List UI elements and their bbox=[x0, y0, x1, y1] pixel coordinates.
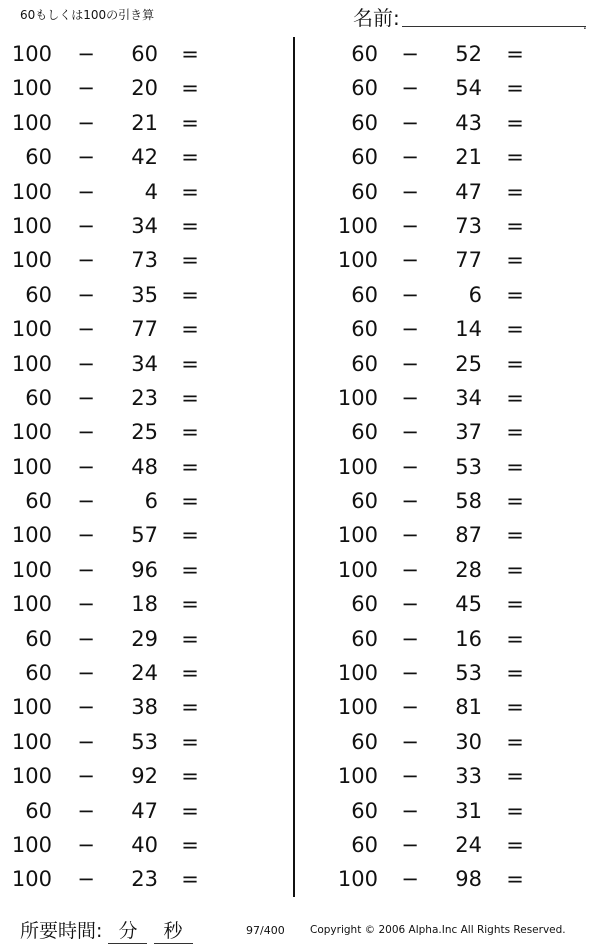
subtrahend: 54 bbox=[455, 76, 482, 101]
subtrahend: 23 bbox=[131, 867, 158, 892]
equals-sign: = bbox=[506, 248, 524, 273]
minuend: 100 bbox=[11, 213, 52, 238]
answer-blank[interactable] bbox=[533, 592, 583, 616]
minuend: 100 bbox=[337, 213, 378, 238]
minuend: 100 bbox=[11, 420, 52, 445]
answer-blank[interactable] bbox=[533, 661, 583, 685]
minus-sign: − bbox=[401, 145, 419, 170]
equals-sign: = bbox=[506, 764, 524, 789]
minuend: 60 bbox=[351, 110, 378, 135]
minuend: 60 bbox=[351, 832, 378, 857]
answer-blank[interactable] bbox=[208, 180, 258, 204]
answer-blank[interactable] bbox=[533, 111, 583, 135]
equals-sign: = bbox=[506, 213, 524, 238]
equals-sign: = bbox=[181, 351, 199, 376]
minus-sign: − bbox=[77, 523, 95, 548]
subtrahend: 24 bbox=[131, 661, 158, 686]
minuend: 60 bbox=[25, 282, 52, 307]
minuend: 60 bbox=[25, 661, 52, 686]
subtrahend: 34 bbox=[131, 213, 158, 238]
minus-sign: − bbox=[77, 798, 95, 823]
column-divider bbox=[293, 37, 295, 897]
subtrahend: 58 bbox=[455, 489, 482, 514]
subtrahend: 53 bbox=[455, 454, 482, 479]
equals-sign: = bbox=[506, 729, 524, 754]
answer-blank[interactable] bbox=[208, 799, 258, 823]
subtrahend: 87 bbox=[455, 523, 482, 548]
minuend: 60 bbox=[351, 489, 378, 514]
equals-sign: = bbox=[181, 626, 199, 651]
equals-sign: = bbox=[181, 832, 199, 857]
subtrahend: 28 bbox=[455, 557, 482, 582]
answer-blank[interactable] bbox=[208, 695, 258, 719]
minus-sign: − bbox=[77, 454, 95, 479]
equals-sign: = bbox=[506, 317, 524, 342]
subtrahend: 53 bbox=[131, 729, 158, 754]
minus-sign: − bbox=[77, 420, 95, 445]
minus-sign: − bbox=[401, 832, 419, 857]
answer-blank[interactable] bbox=[533, 283, 583, 307]
answer-blank[interactable] bbox=[533, 248, 583, 272]
minuend: 60 bbox=[351, 420, 378, 445]
answer-blank[interactable] bbox=[533, 42, 583, 66]
equals-sign: = bbox=[506, 145, 524, 170]
minuend: 60 bbox=[351, 592, 378, 617]
equals-sign: = bbox=[181, 420, 199, 445]
minus-sign: − bbox=[401, 592, 419, 617]
minus-sign: − bbox=[77, 867, 95, 892]
minus-sign: − bbox=[401, 317, 419, 342]
equals-sign: = bbox=[506, 626, 524, 651]
minuend: 100 bbox=[337, 764, 378, 789]
minus-sign: − bbox=[77, 76, 95, 101]
minuend: 100 bbox=[11, 729, 52, 754]
answer-blank[interactable] bbox=[533, 420, 583, 444]
answer-blank[interactable] bbox=[208, 730, 258, 754]
minus-sign: − bbox=[401, 282, 419, 307]
minuend: 60 bbox=[351, 729, 378, 754]
minuend: 100 bbox=[337, 523, 378, 548]
minus-sign: − bbox=[77, 489, 95, 514]
minuend: 100 bbox=[11, 42, 52, 66]
minus-sign: − bbox=[401, 729, 419, 754]
page-number: 97/400 bbox=[246, 924, 285, 937]
minus-sign: − bbox=[77, 764, 95, 789]
equals-sign: = bbox=[506, 42, 524, 66]
answer-blank[interactable] bbox=[208, 111, 258, 135]
minuend: 100 bbox=[11, 592, 52, 617]
subtrahend: 6 bbox=[468, 282, 482, 307]
subtrahend: 52 bbox=[455, 42, 482, 66]
minus-sign: − bbox=[77, 729, 95, 754]
subtrahend: 57 bbox=[131, 523, 158, 548]
minus-sign: − bbox=[401, 764, 419, 789]
name-line-end-dot: . bbox=[583, 18, 587, 32]
equals-sign: = bbox=[181, 42, 199, 66]
minus-sign: − bbox=[77, 110, 95, 135]
minuend: 100 bbox=[11, 867, 52, 892]
subtrahend: 38 bbox=[131, 695, 158, 720]
minus-sign: − bbox=[77, 42, 95, 66]
minus-sign: − bbox=[77, 317, 95, 342]
answer-blank[interactable] bbox=[208, 764, 258, 788]
minuend: 100 bbox=[337, 385, 378, 410]
minus-sign: − bbox=[401, 661, 419, 686]
answer-blank[interactable] bbox=[208, 145, 258, 169]
seconds-label: 秒 bbox=[163, 920, 183, 942]
subtrahend: 18 bbox=[131, 592, 158, 617]
subtrahend: 77 bbox=[131, 317, 158, 342]
minuend: 60 bbox=[351, 145, 378, 170]
answer-blank[interactable] bbox=[208, 352, 258, 376]
answer-blank[interactable] bbox=[533, 799, 583, 823]
equals-sign: = bbox=[181, 76, 199, 101]
equals-sign: = bbox=[506, 179, 524, 204]
minus-sign: − bbox=[77, 557, 95, 582]
answer-blank[interactable] bbox=[208, 283, 258, 307]
equals-sign: = bbox=[181, 110, 199, 135]
minus-sign: − bbox=[77, 695, 95, 720]
answer-blank[interactable] bbox=[208, 214, 258, 238]
equals-sign: = bbox=[181, 798, 199, 823]
answer-blank[interactable] bbox=[533, 764, 583, 788]
minuend: 60 bbox=[25, 145, 52, 170]
equals-sign: = bbox=[506, 592, 524, 617]
minus-sign: − bbox=[77, 351, 95, 376]
equals-sign: = bbox=[181, 317, 199, 342]
answer-blank[interactable] bbox=[208, 523, 258, 547]
minus-sign: − bbox=[77, 145, 95, 170]
subtrahend: 4 bbox=[144, 179, 158, 204]
subtrahend: 60 bbox=[131, 42, 158, 66]
minuend: 60 bbox=[25, 489, 52, 514]
equals-sign: = bbox=[181, 454, 199, 479]
subtrahend: 96 bbox=[131, 557, 158, 582]
answer-blank[interactable] bbox=[208, 420, 258, 444]
minuend: 100 bbox=[11, 523, 52, 548]
equals-sign: = bbox=[506, 454, 524, 479]
minuend: 60 bbox=[351, 42, 378, 66]
minus-sign: − bbox=[77, 282, 95, 307]
minus-sign: − bbox=[401, 110, 419, 135]
minus-sign: − bbox=[401, 385, 419, 410]
subtrahend: 45 bbox=[455, 592, 482, 617]
minus-sign: − bbox=[401, 179, 419, 204]
minuend: 100 bbox=[337, 557, 378, 582]
subtrahend: 47 bbox=[455, 179, 482, 204]
equals-sign: = bbox=[181, 179, 199, 204]
minuend: 60 bbox=[351, 626, 378, 651]
equals-sign: = bbox=[181, 523, 199, 548]
subtrahend: 47 bbox=[131, 798, 158, 823]
answer-blank[interactable] bbox=[533, 523, 583, 547]
equals-sign: = bbox=[506, 695, 524, 720]
worksheet-title: 60もしくは100の引き算 bbox=[20, 8, 155, 22]
subtrahend: 42 bbox=[131, 145, 158, 170]
answer-blank[interactable] bbox=[208, 661, 258, 685]
answer-blank[interactable] bbox=[208, 592, 258, 616]
equals-sign: = bbox=[181, 729, 199, 754]
subtrahend: 43 bbox=[455, 110, 482, 135]
minus-sign: − bbox=[401, 557, 419, 582]
minus-sign: − bbox=[401, 867, 419, 892]
minuend: 60 bbox=[351, 76, 378, 101]
answer-blank[interactable] bbox=[533, 833, 583, 857]
minuend: 60 bbox=[351, 179, 378, 204]
minus-sign: − bbox=[77, 626, 95, 651]
equals-sign: = bbox=[181, 385, 199, 410]
equals-sign: = bbox=[181, 282, 199, 307]
equals-sign: = bbox=[181, 661, 199, 686]
minus-sign: − bbox=[401, 42, 419, 66]
subtrahend: 40 bbox=[131, 832, 158, 857]
answer-blank[interactable] bbox=[533, 489, 583, 513]
answer-blank[interactable] bbox=[533, 695, 583, 719]
answer-blank[interactable] bbox=[208, 867, 258, 891]
answer-blank[interactable] bbox=[208, 76, 258, 100]
equals-sign: = bbox=[506, 282, 524, 307]
time-taken bbox=[20, 916, 193, 944]
equals-sign: = bbox=[181, 592, 199, 617]
equals-sign: = bbox=[181, 489, 199, 514]
subtrahend: 35 bbox=[131, 282, 158, 307]
answer-blank[interactable] bbox=[208, 627, 258, 651]
minuend: 60 bbox=[25, 385, 52, 410]
answer-blank[interactable] bbox=[533, 76, 583, 100]
subtrahend: 73 bbox=[131, 248, 158, 273]
minutes-label: 分 bbox=[118, 920, 138, 942]
minuend: 100 bbox=[11, 76, 52, 101]
subtrahend: 14 bbox=[455, 317, 482, 342]
subtrahend: 21 bbox=[131, 110, 158, 135]
equals-sign: = bbox=[181, 248, 199, 273]
subtrahend: 34 bbox=[131, 351, 158, 376]
equals-sign: = bbox=[506, 76, 524, 101]
equals-sign: = bbox=[506, 351, 524, 376]
answer-blank[interactable] bbox=[208, 42, 258, 66]
subtrahend: 98 bbox=[455, 867, 482, 892]
subtrahend: 92 bbox=[131, 764, 158, 789]
minus-sign: − bbox=[401, 798, 419, 823]
name-label: 名前: bbox=[353, 6, 400, 30]
answer-blank[interactable] bbox=[208, 248, 258, 272]
minus-sign: − bbox=[401, 523, 419, 548]
answer-blank[interactable] bbox=[533, 627, 583, 651]
minus-sign: − bbox=[401, 248, 419, 273]
seconds-field[interactable] bbox=[154, 916, 193, 944]
minuend: 60 bbox=[25, 798, 52, 823]
subtrahend: 25 bbox=[131, 420, 158, 445]
minuend: 60 bbox=[351, 351, 378, 376]
equals-sign: = bbox=[181, 557, 199, 582]
equals-sign: = bbox=[506, 832, 524, 857]
minuend: 100 bbox=[11, 317, 52, 342]
subtrahend: 81 bbox=[455, 695, 482, 720]
equals-sign: = bbox=[181, 764, 199, 789]
minuend: 100 bbox=[11, 832, 52, 857]
minus-sign: − bbox=[77, 385, 95, 410]
equals-sign: = bbox=[506, 489, 524, 514]
minus-sign: − bbox=[77, 661, 95, 686]
answer-blank[interactable] bbox=[533, 730, 583, 754]
minus-sign: − bbox=[401, 626, 419, 651]
minuend: 60 bbox=[351, 317, 378, 342]
answer-blank[interactable] bbox=[533, 317, 583, 341]
answer-blank[interactable] bbox=[533, 145, 583, 169]
minuend: 60 bbox=[351, 798, 378, 823]
minus-sign: − bbox=[401, 420, 419, 445]
equals-sign: = bbox=[506, 661, 524, 686]
minus-sign: − bbox=[401, 454, 419, 479]
subtrahend: 48 bbox=[131, 454, 158, 479]
subtrahend: 6 bbox=[144, 489, 158, 514]
minuend: 100 bbox=[11, 557, 52, 582]
minus-sign: − bbox=[77, 179, 95, 204]
minus-sign: − bbox=[401, 213, 419, 238]
answer-blank[interactable] bbox=[533, 214, 583, 238]
answer-blank[interactable] bbox=[208, 386, 258, 410]
minuend: 100 bbox=[11, 764, 52, 789]
minutes-field[interactable] bbox=[108, 916, 147, 944]
subtrahend: 29 bbox=[131, 626, 158, 651]
minus-sign: − bbox=[401, 489, 419, 514]
minuend: 100 bbox=[337, 248, 378, 273]
answer-blank[interactable] bbox=[533, 386, 583, 410]
answer-blank[interactable] bbox=[208, 317, 258, 341]
subtrahend: 31 bbox=[455, 798, 482, 823]
equals-sign: = bbox=[181, 695, 199, 720]
answer-blank[interactable] bbox=[208, 558, 258, 582]
time-label: 所要時間: bbox=[20, 920, 103, 942]
minuend: 100 bbox=[11, 179, 52, 204]
minuend: 100 bbox=[11, 351, 52, 376]
answer-blank[interactable] bbox=[533, 352, 583, 376]
equals-sign: = bbox=[506, 867, 524, 892]
subtrahend: 37 bbox=[455, 420, 482, 445]
minus-sign: − bbox=[401, 695, 419, 720]
copyright: Copyright © 2006 Alpha.Inc All Rights Reserved. bbox=[310, 924, 566, 936]
minuend: 100 bbox=[11, 110, 52, 135]
minus-sign: − bbox=[401, 351, 419, 376]
minuend: 100 bbox=[337, 695, 378, 720]
answer-blank[interactable] bbox=[533, 558, 583, 582]
answer-blank[interactable] bbox=[208, 489, 258, 513]
equals-sign: = bbox=[506, 420, 524, 445]
equals-sign: = bbox=[506, 557, 524, 582]
subtrahend: 24 bbox=[455, 832, 482, 857]
equals-sign: = bbox=[506, 385, 524, 410]
minus-sign: − bbox=[77, 248, 95, 273]
equals-sign: = bbox=[181, 145, 199, 170]
minuend: 100 bbox=[337, 454, 378, 479]
minus-sign: − bbox=[77, 213, 95, 238]
subtrahend: 16 bbox=[455, 626, 482, 651]
subtrahend: 23 bbox=[131, 385, 158, 410]
subtrahend: 21 bbox=[455, 145, 482, 170]
equals-sign: = bbox=[506, 110, 524, 135]
subtrahend: 25 bbox=[455, 351, 482, 376]
minus-sign: − bbox=[401, 76, 419, 101]
answer-blank[interactable] bbox=[208, 455, 258, 479]
equals-sign: = bbox=[181, 867, 199, 892]
equals-sign: = bbox=[181, 213, 199, 238]
subtrahend: 33 bbox=[455, 764, 482, 789]
minuend: 100 bbox=[11, 248, 52, 273]
minus-sign: − bbox=[77, 592, 95, 617]
minuend: 100 bbox=[337, 661, 378, 686]
minus-sign: − bbox=[77, 832, 95, 857]
subtrahend: 53 bbox=[455, 661, 482, 686]
minuend: 60 bbox=[25, 626, 52, 651]
minuend: 100 bbox=[337, 867, 378, 892]
equals-sign: = bbox=[506, 798, 524, 823]
name-field-line[interactable] bbox=[402, 26, 586, 27]
minuend: 100 bbox=[11, 454, 52, 479]
subtrahend: 73 bbox=[455, 213, 482, 238]
answer-blank[interactable] bbox=[533, 180, 583, 204]
minuend: 100 bbox=[11, 695, 52, 720]
answer-blank[interactable] bbox=[208, 833, 258, 857]
answer-blank[interactable] bbox=[533, 455, 583, 479]
subtrahend: 30 bbox=[455, 729, 482, 754]
subtrahend: 77 bbox=[455, 248, 482, 273]
answer-blank[interactable] bbox=[533, 867, 583, 891]
minuend: 60 bbox=[351, 282, 378, 307]
subtrahend: 34 bbox=[455, 385, 482, 410]
subtrahend: 20 bbox=[131, 76, 158, 101]
equals-sign: = bbox=[506, 523, 524, 548]
